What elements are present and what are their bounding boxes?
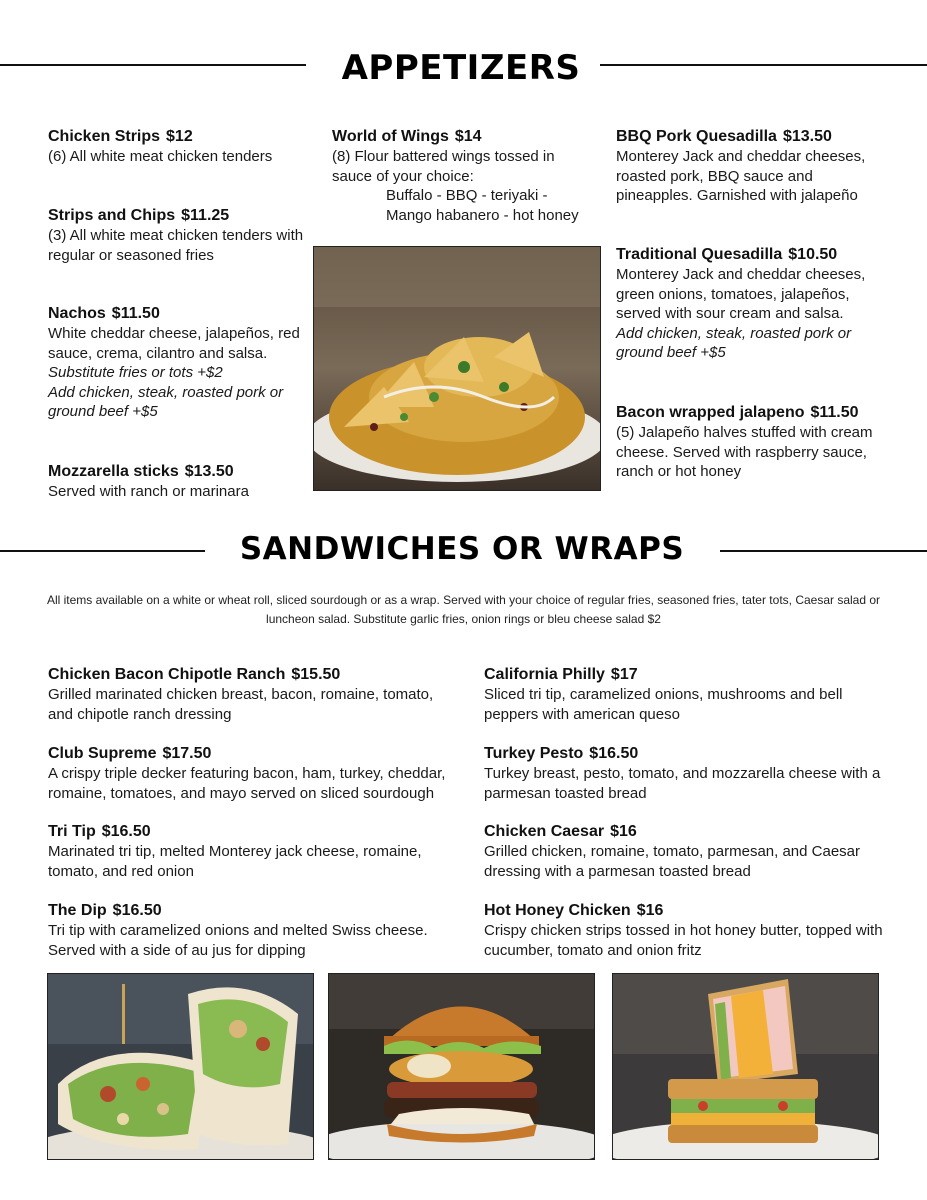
menu-item-chicken-strips	[48, 126, 308, 167]
menu-item-strips-and-chips	[48, 205, 310, 265]
item-name: BBQ Pork Quesadilla	[616, 128, 777, 145]
item-name: Tri Tip	[48, 823, 96, 840]
item-price: $12	[166, 128, 193, 145]
item-description: (8) Flour battered wings tossed in sauce of your choice:	[332, 148, 555, 185]
menu-item-chicken-caesar	[484, 821, 894, 881]
wrap-photo	[47, 973, 314, 1160]
menu-item-world-of-wings	[332, 126, 596, 225]
item-name: Chicken Caesar	[484, 823, 605, 840]
item-description: Grilled marinated chicken breast, bacon, romaine, tomato, and chipotle ranch dressing	[48, 686, 434, 723]
menu-item-chicken-bacon-chipotle-ranch	[48, 664, 458, 724]
item-name: Strips and Chips	[48, 207, 176, 224]
menu-item-hot-honey-chicken	[484, 900, 894, 960]
item-name: World of Wings	[332, 128, 449, 145]
item-description: A crispy triple decker featuring bacon, ham, turkey, cheddar, romaine, tomatoes, and mayo served on sliced sourdough	[48, 765, 446, 802]
item-description: Monterey Jack and cheddar cheeses, roasted pork, BBQ sauce and pineapples. Garnished with jalapeño	[616, 148, 866, 204]
item-name: Turkey Pesto	[484, 745, 584, 762]
item-price: $17.50	[162, 745, 212, 762]
item-price: $16	[636, 902, 664, 919]
sandwiches-rule-left	[0, 550, 205, 552]
item-description: Served with ranch or marinara	[48, 483, 249, 500]
item-description: (3) All white meat chicken tenders with regular or seasoned fries	[48, 227, 304, 264]
item-price: $14	[454, 128, 482, 145]
nachos-photo	[313, 246, 601, 491]
club-sandwich-photo	[612, 973, 879, 1160]
item-price: $16.50	[112, 902, 162, 919]
item-price: $13.50	[184, 463, 234, 480]
item-price: $13.50	[782, 128, 832, 145]
burger-illustration	[329, 974, 594, 1159]
menu-item-bbq-pork-quesadilla	[616, 126, 878, 206]
item-name: Mozzarella sticks	[48, 463, 179, 480]
menu-item-bacon-wrapped-jalapeno	[616, 402, 878, 482]
item-description: White cheddar cheese, jalapeños, red sauce, crema, cilantro and salsa.	[48, 325, 300, 362]
item-name: Traditional Quesadilla	[616, 246, 783, 263]
sandwiches-intro: All items available on a white or wheat roll, sliced sourdough or as a wrap. Served with your choice of regular fries, seasoned fries, tater tots, Caesar salad or luncheon salad. Substitute garlic fries, onion rings or bleu cheese salad $2	[46, 593, 881, 626]
burger-photo	[328, 973, 595, 1160]
item-name: The Dip	[48, 902, 107, 919]
item-name: Club Supreme	[48, 745, 157, 762]
sandwiches-title: SANDWICHES OR WRAPS	[239, 531, 685, 567]
item-description: Sliced tri tip, caramelized onions, mushrooms and bell peppers with american queso	[484, 686, 843, 723]
item-description: Tri tip with caramelized onions and melted Swiss cheese. Served with a side of au jus for dipping	[48, 922, 428, 959]
item-price: $10.50	[788, 246, 838, 263]
item-price: $17	[610, 666, 638, 683]
item-name: Nachos	[48, 305, 106, 322]
appetizers-rule-right	[600, 64, 927, 66]
item-note-substitute: Substitute fries or tots +$2	[48, 364, 223, 381]
item-name: California Philly	[484, 666, 605, 683]
wing-sauce-options: Buffalo - BBQ - teriyaki - Mango habanero - hot honey	[386, 187, 579, 224]
item-price: $11.25	[181, 207, 230, 224]
item-price: $16.50	[589, 745, 639, 762]
item-note-add-protein: Add chicken, steak, roasted pork or ground beef +$5	[48, 383, 284, 420]
item-name: Hot Honey Chicken	[484, 902, 631, 919]
menu-item-california-philly	[484, 664, 894, 724]
item-note-add-protein: Add chicken, steak, roasted pork or ground beef +$5	[616, 324, 852, 361]
menu-item-the-dip	[48, 900, 458, 960]
item-price: $16	[610, 823, 637, 840]
item-name: Chicken Bacon Chipotle Ranch	[48, 666, 286, 683]
wrap-illustration	[48, 974, 313, 1159]
item-description: Marinated tri tip, melted Monterey jack cheese, romaine, tomato, and red onion	[48, 843, 422, 880]
item-price: $11.50	[111, 305, 160, 322]
menu-item-club-supreme	[48, 743, 458, 803]
menu-item-traditional-quesadilla	[616, 244, 878, 363]
club-sandwich-illustration	[613, 974, 878, 1159]
menu-item-tri-tip	[48, 821, 458, 881]
item-name: Chicken Strips	[48, 128, 161, 145]
nachos-illustration	[314, 247, 600, 490]
item-description: Grilled chicken, romaine, tomato, parmesan, and Caesar dressing with a parmesan toasted bread	[484, 843, 861, 880]
item-price: $11.50	[810, 404, 859, 421]
menu-item-turkey-pesto	[484, 743, 894, 803]
item-description: Monterey Jack and cheddar cheeses, green onions, tomatoes, jalapeños, served with sour cream and salsa.	[616, 266, 866, 322]
item-description: Crispy chicken strips tossed in hot honey butter, topped with cucumber, tomato and onion fritz	[484, 922, 883, 959]
menu-item-nachos	[48, 303, 304, 422]
item-description: (5) Jalapeño halves stuffed with cream cheese. Served with raspberry sauce, ranch or hot honey	[616, 424, 873, 480]
sandwiches-rule-right	[720, 550, 927, 552]
item-description: (6) All white meat chicken tenders	[48, 148, 273, 165]
item-price: $16.50	[101, 823, 151, 840]
item-price: $15.50	[291, 666, 341, 683]
menu-item-mozzarella-sticks	[48, 461, 308, 502]
appetizers-title: APPETIZERS	[341, 48, 581, 88]
item-description: Turkey breast, pesto, tomato, and mozzarella cheese with a parmesan toasted bread	[484, 765, 881, 802]
item-name: Bacon wrapped jalapeno	[616, 404, 805, 421]
appetizers-rule-left	[0, 64, 306, 66]
